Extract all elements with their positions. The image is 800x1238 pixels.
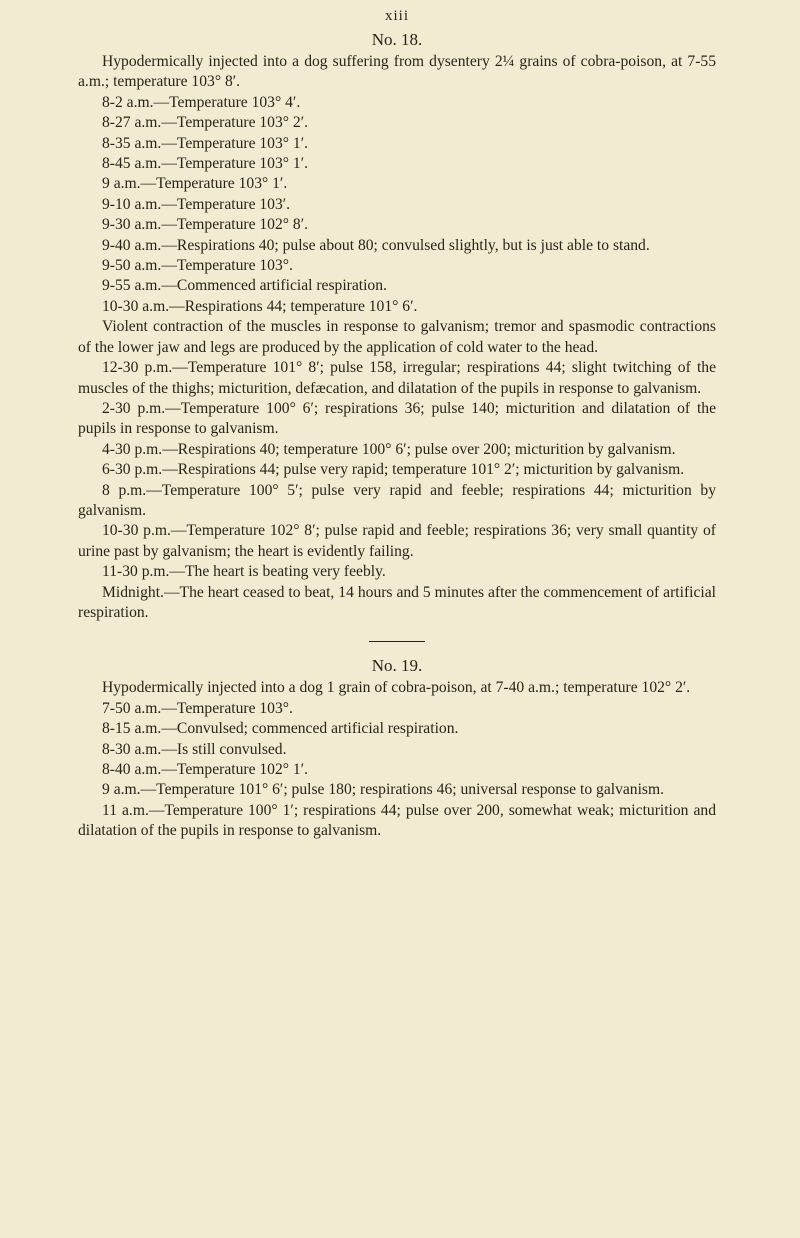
paragraph: 11-30 p.m.—The heart is beating very feebly.: [102, 563, 386, 581]
paragraph: 8-30 a.m.—Is still convulsed.: [102, 740, 287, 758]
paragraph: 9-55 a.m.—Commenced artificial respiration.: [102, 277, 387, 295]
paragraph: 6-30 p.m.—Respirations 44; pulse very rapid; temperature 101° 2′; micturition by galvanism.: [102, 461, 685, 479]
page-number: xiii: [384, 8, 409, 24]
paragraph: 10-30 p.m.—Temperature 102° 8′; pulse rapid and feeble; respirations 36; very small quantity of urine past by galvanism; the heart is evidently failing.: [78, 522, 716, 560]
paragraph: 7-50 a.m.—Temperature 103°.: [102, 699, 293, 717]
paragraph: 8-45 a.m.—Temperature 103° 1′.: [102, 155, 309, 173]
paragraph: 8-15 a.m.—Convulsed; commenced artificial respiration.: [102, 720, 459, 738]
section-title: No. 19.: [371, 656, 423, 676]
paragraph: 9-30 a.m.—Temperature 102° 8′.: [102, 216, 309, 234]
case-section-18: [78, 30, 716, 623]
paragraph: 8-2 a.m.—Temperature 103° 4′.: [102, 93, 301, 111]
paragraph: 9 a.m.—Temperature 101° 6′; pulse 180; respirations 46; universal response to galvanism.: [102, 781, 665, 799]
paragraph: 8-40 a.m.—Temperature 102° 1′.: [102, 761, 309, 778]
section-title: No. 18.: [371, 30, 423, 49]
case-section-19: [78, 656, 716, 841]
section-divider: [369, 641, 425, 642]
paragraph: Hypodermically injected into a dog 1 grain of cobra-poison, at 7-40 a.m.; temperature 102° 2′.: [102, 679, 691, 697]
paragraph: 8-35 a.m.—Temperature 103° 1′.: [102, 134, 309, 152]
paragraph: 9-50 a.m.—Temperature 103°.: [102, 257, 293, 275]
paragraph: 10-30 a.m.—Respirations 44; temperature 101° 6′.: [102, 297, 418, 315]
paragraph: 9 a.m.—Temperature 103° 1′.: [102, 175, 288, 193]
paragraph: 12-30 p.m.—Temperature 101° 8′; pulse 158, irregular; respirations 44; slight twitching of the muscles of the thighs; micturition, defæcation, and dilatation of the pupils in response to galvanism.: [78, 359, 716, 397]
paragraph: 8 p.m.—Temperature 100° 5′; pulse very rapid and feeble; respirations 44; micturition by galvanism.: [78, 481, 716, 519]
paragraph: Violent contraction of the muscles in response to galvanism; tremor and spasmodic contractions of the lower jaw and legs are produced by the application of cold water to the head.: [78, 318, 716, 356]
paragraph: 11 a.m.—Temperature 100° 1′; respirations 44; pulse over 200, somewhat weak; micturition and dilatation of the pupils in response to galvanism.: [78, 801, 716, 840]
paragraph: 4-30 p.m.—Respirations 40; temperature 100° 6′; pulse over 200; micturition by galvanism.: [102, 440, 676, 458]
paragraph: Hypodermically injected into a dog suffering from dysentery 2¼ grains of cobra-poison, at 7-55 a.m.; temperature 103° 8′.: [78, 53, 716, 91]
paragraph: 9-10 a.m.—Temperature 103′.: [102, 195, 291, 213]
paragraph: Midnight.—The heart ceased to beat, 14 hours and 5 minutes after the commencement of artificial respiration.: [78, 583, 716, 621]
paragraph: 2-30 p.m.—Temperature 100° 6′; respirations 36; pulse 140; micturition and dilatation of the pupils in response to galvanism.: [78, 399, 716, 438]
paragraph: 8-27 a.m.—Temperature 103° 2′.: [102, 114, 309, 132]
paragraph: 9-40 a.m.—Respirations 40; pulse about 80; convulsed slightly, but is just able to stand.: [102, 236, 650, 254]
